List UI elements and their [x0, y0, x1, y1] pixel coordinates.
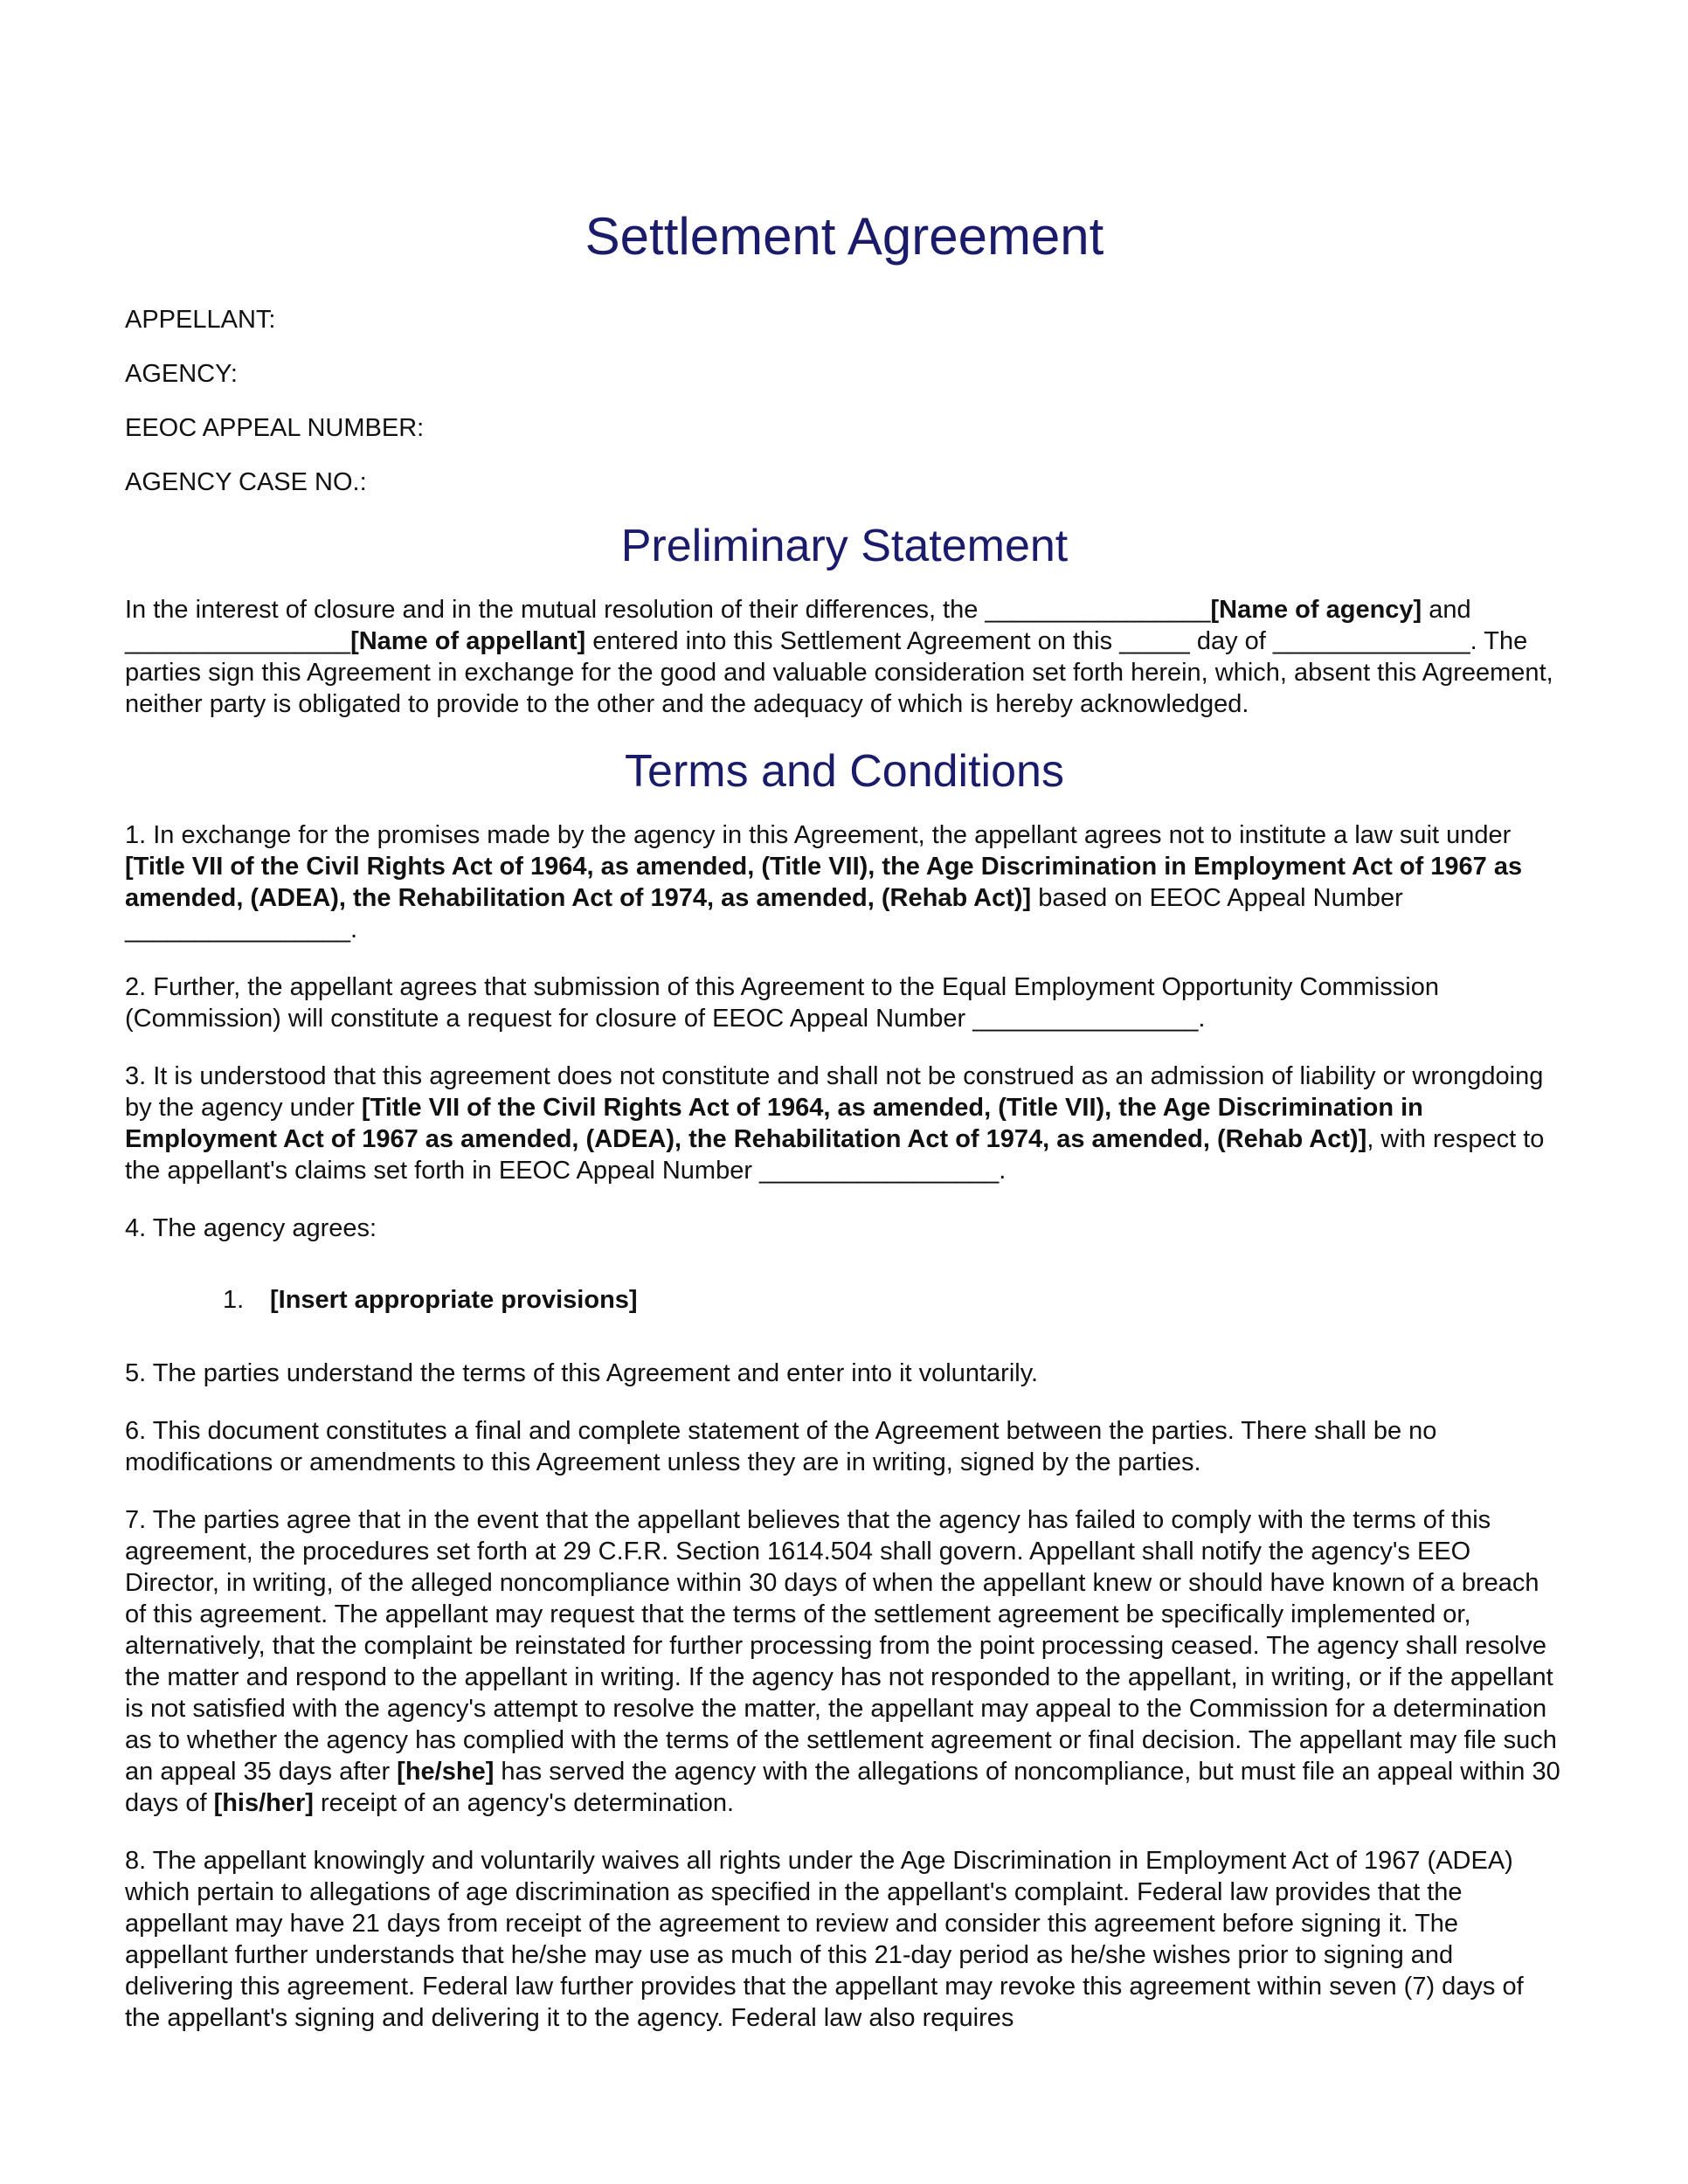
text-segment: and ________________ — [125, 596, 1471, 655]
terms-item-1 — [125, 819, 1564, 945]
text-segment: entered into this Settlement Agreement on this _____ day of ______________. The parties sign this Agreement in exchange for the good and valuable consideration set forth herein, which, absent this Agreement, neither party is obligated to provide to the other and the adequacy of which is hereby acknowledged. — [125, 627, 1553, 718]
text-segment: In the interest of closure and in the mutual resolution of their differences, the ________________ — [125, 596, 1211, 624]
terms-item-4-subitem — [125, 1284, 1564, 1316]
text-segment: 7. The parties agree that in the event that the appellant believes that the agency has failed to comply with the terms of this agreement, the procedures set forth at 29 C.F.R. Section 1614.504 shall govern. Appellant shall notify the agency's EEO Director, in writing, of the alleged noncompliance within 30 days of when the appellant knew or should have known of a breach of this agreement. The appellant may request that the terms of the settlement agreement be specifically implemented or, alternatively, that the complaint be reinstated for further processing from the point processing ceased. The agency shall resolve the matter and respond to the appellant in writing. If the agency has not responded to the appellant, in writing, or if the appellant is not satisfied with the agency's attempt to resolve the matter, the appellant may appeal to the Commission for a determination as to whether the agency has complied with the terms of the settlement agreement or final decision. The appellant may file such an appeal 35 days after — [125, 1506, 1557, 1786]
bold-text-segment: [he/she] — [397, 1758, 495, 1786]
subitem-number: 1. — [223, 1286, 245, 1314]
terms-item-5 — [125, 1358, 1564, 1389]
subitem-text — [270, 1286, 638, 1314]
text-segment: 4. The agency agrees: — [125, 1214, 377, 1242]
text-segment: has served the agency with the allegations of noncompliance, but must file an appeal within 30 days of — [125, 1758, 1560, 1817]
bold-text-segment: [Name of appellant] — [350, 627, 586, 655]
field-label-agency-case-no: AGENCY CASE NO.: — [125, 468, 367, 496]
terms-item-6 — [125, 1415, 1564, 1478]
field-label-eeoc-appeal-number: EEOC APPEAL NUMBER: — [125, 414, 425, 442]
text-segment: 1. In exchange for the promises made by the agency in this Agreement, the appellant agrees not to institute a law suit under — [125, 821, 1512, 849]
terms-item-7 — [125, 1504, 1564, 1819]
text-segment: 3. It is understood that this agreement does not constitute and shall not be construed as an admission of liability or wrongdoing by the agency under — [125, 1062, 1544, 1122]
bold-text-segment: [Insert appropriate provisions] — [270, 1286, 638, 1314]
terms-item-2 — [125, 971, 1564, 1034]
text-segment: 5. The parties understand the terms of this Agreement and enter into it voluntarily. — [125, 1359, 1039, 1387]
text-segment: receipt of an agency's determination. — [313, 1789, 735, 1817]
text-segment: , with respect to the appellant's claims set forth in EEOC Appeal Number _________________. — [125, 1125, 1545, 1185]
bold-text-segment: [Title VII of the Civil Rights Act of 1964, as amended, (Title VII), the Age Discrimination in Employment Act of 1967 as amended, (ADEA), the Rehabilitation Act of 1974, as amended, (Rehab Act)] — [125, 853, 1523, 912]
terms-item-3 — [125, 1061, 1564, 1186]
preliminary-statement-paragraph — [125, 594, 1564, 720]
text-segment: 6. This document constitutes a final and complete statement of the Agreement between the parties. There shall be no modifications or amendments to this Agreement unless they are in writing, signed by the parties. — [125, 1417, 1437, 1476]
bold-text-segment: [Title VII of the Civil Rights Act of 1964, as amended, (Title VII), the Age Discrimination in Employment Act of 1967 as amended, (ADEA), the Rehabilitation Act of 1974, as amended, (Rehab Act)] — [125, 1094, 1423, 1153]
text-segment: based on EEOC Appeal Number ________________. — [125, 884, 1403, 943]
text-segment: 8. The appellant knowingly and voluntarily waives all rights under the Age Discrimination in Employment Act of 1967 (ADEA) which pertain to allegations of age discrimination as specified in the appellant's complaint. Federal law provides that the appellant may have 21 days from receipt of the agreement to review and consider this agreement before signing it. The appellant further understands that he/she may use as much of this 21-day period as he/she wishes prior to signing and delivering this agreement. Federal law further provides that the appellant may revoke this agreement within seven (7) days of the appellant's signing and delivering it to the agency. Federal law also requires — [125, 1847, 1524, 2032]
bold-text-segment: [his/her] — [213, 1789, 314, 1817]
document-title: Settlement Agreement — [585, 207, 1104, 266]
preliminary-statement-heading: Preliminary Statement — [620, 521, 1069, 571]
field-label-agency: AGENCY: — [125, 360, 238, 388]
terms-item-8 — [125, 1845, 1564, 2034]
terms-item-4 — [125, 1213, 1564, 1244]
text-segment: 2. Further, the appellant agrees that submission of this Agreement to the Equal Employment Opportunity Commission (Commission) will constitute a request for closure of EEOC Appeal Number ________________. — [125, 973, 1439, 1033]
bold-text-segment: [Name of agency] — [1210, 596, 1422, 624]
field-label-appellant: APPELLANT: — [125, 306, 276, 334]
terms-and-conditions-heading: Terms and Conditions — [625, 746, 1064, 797]
